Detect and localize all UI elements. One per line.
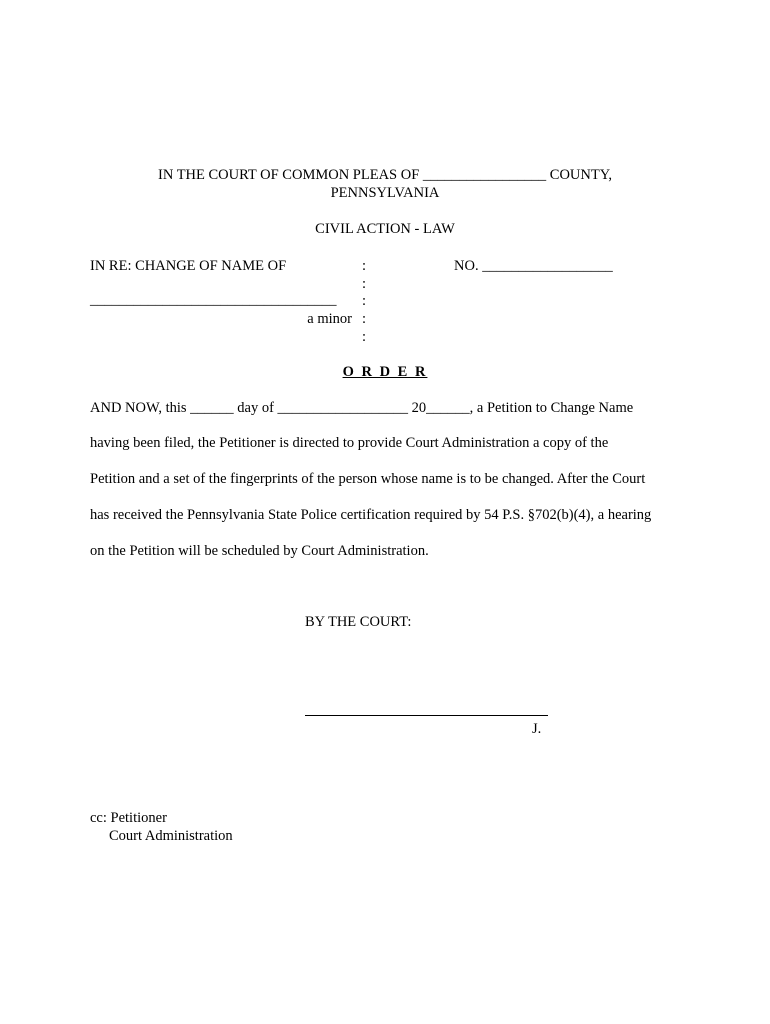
order-line: AND NOW, this ______ day of __________________ 20______, a Petition to Change Name [90,400,634,416]
caption-colon: : [362,311,367,327]
order-line: having been filed, the Petitioner is directed to provide Court Administration a copy of the [90,435,609,451]
minor-label: a minor [307,311,352,327]
order-line: on the Petition will be scheduled by Court Administration. [90,543,429,559]
state-line: PENNSYLVANIA [330,185,440,201]
order-title: O R D E R [342,364,428,380]
civil-action-line: CIVIL ACTION - LAW [315,221,455,237]
caption-colon: : [362,293,367,309]
caption-colon: : [362,329,367,345]
case-number: NO. __________________ [454,258,613,274]
order-line: Petition and a set of the fingerprints of the person whose name is to be changed. After the Court [90,471,646,487]
name-blank-line: __________________________________ [90,292,337,308]
caption-colon: : [362,276,367,292]
cc-petitioner: cc: Petitioner [90,810,167,826]
cc-court-administration: Court Administration [109,828,233,844]
order-line: has received the Pennsylvania State Police certification required by 54 P.S. §702(b)(4), a hearing [90,507,652,523]
by-the-court-label: BY THE COURT: [305,614,412,630]
in-re-label: IN RE: CHANGE OF NAME OF [90,258,287,274]
court-name-line: IN THE COURT OF COMMON PLEAS OF _________________ COUNTY, [158,167,612,183]
caption-colon: : [362,258,367,274]
judge-suffix: J. [532,721,542,737]
judge-signature-line [305,715,548,716]
